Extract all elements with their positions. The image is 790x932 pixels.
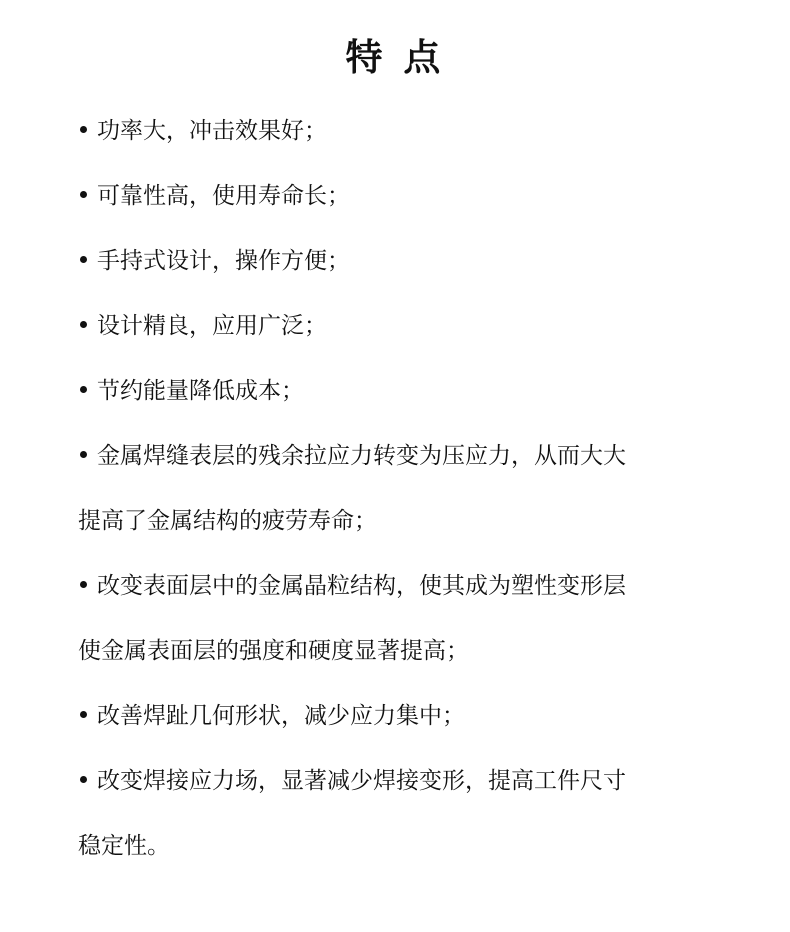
- feature-text: 设计精良，应用广泛；: [97, 313, 327, 339]
- bullet-icon: [80, 191, 87, 198]
- list-item: [78, 173, 728, 238]
- feature-text: 手持式设计，操作方便；: [97, 248, 350, 274]
- feature-text: 稳定性。: [78, 833, 170, 859]
- list-item: [78, 758, 728, 823]
- bullet-icon: [80, 776, 87, 783]
- list-item-continuation: [78, 823, 728, 888]
- feature-list: [78, 108, 728, 888]
- feature-text: 节约能量降低成本；: [97, 378, 304, 404]
- list-item: [78, 238, 728, 303]
- list-item: [78, 108, 728, 173]
- feature-text: 金属焊缝表层的残余拉应力转变为压应力，从而大大: [97, 443, 626, 469]
- feature-text: 改变焊接应力场，显著减少焊接变形，提高工件尺寸: [97, 768, 626, 794]
- feature-text: 功率大，冲击效果好；: [97, 118, 327, 144]
- list-item: [78, 433, 728, 498]
- bullet-icon: [80, 386, 87, 393]
- feature-text: 提高了金属结构的疲劳寿命；: [78, 508, 377, 534]
- list-item: [78, 563, 728, 628]
- feature-text: 改善焊趾几何形状，减少应力集中；: [97, 703, 465, 729]
- list-item: [78, 368, 728, 433]
- list-item: [78, 693, 728, 758]
- bullet-icon: [80, 321, 87, 328]
- feature-text: 使金属表面层的强度和硬度显著提高；: [78, 638, 469, 664]
- bullet-icon: [80, 126, 87, 133]
- bullet-icon: [80, 256, 87, 263]
- page-title: 特 点: [345, 36, 445, 79]
- feature-text: 可靠性高，使用寿命长；: [97, 183, 350, 209]
- list-item-continuation: [78, 498, 728, 563]
- list-item: [78, 303, 728, 368]
- feature-text: 改变表面层中的金属晶粒结构，使其成为塑性变形层: [97, 573, 626, 599]
- bullet-icon: [80, 711, 87, 718]
- list-item-continuation: [78, 628, 728, 693]
- bullet-icon: [80, 581, 87, 588]
- bullet-icon: [80, 451, 87, 458]
